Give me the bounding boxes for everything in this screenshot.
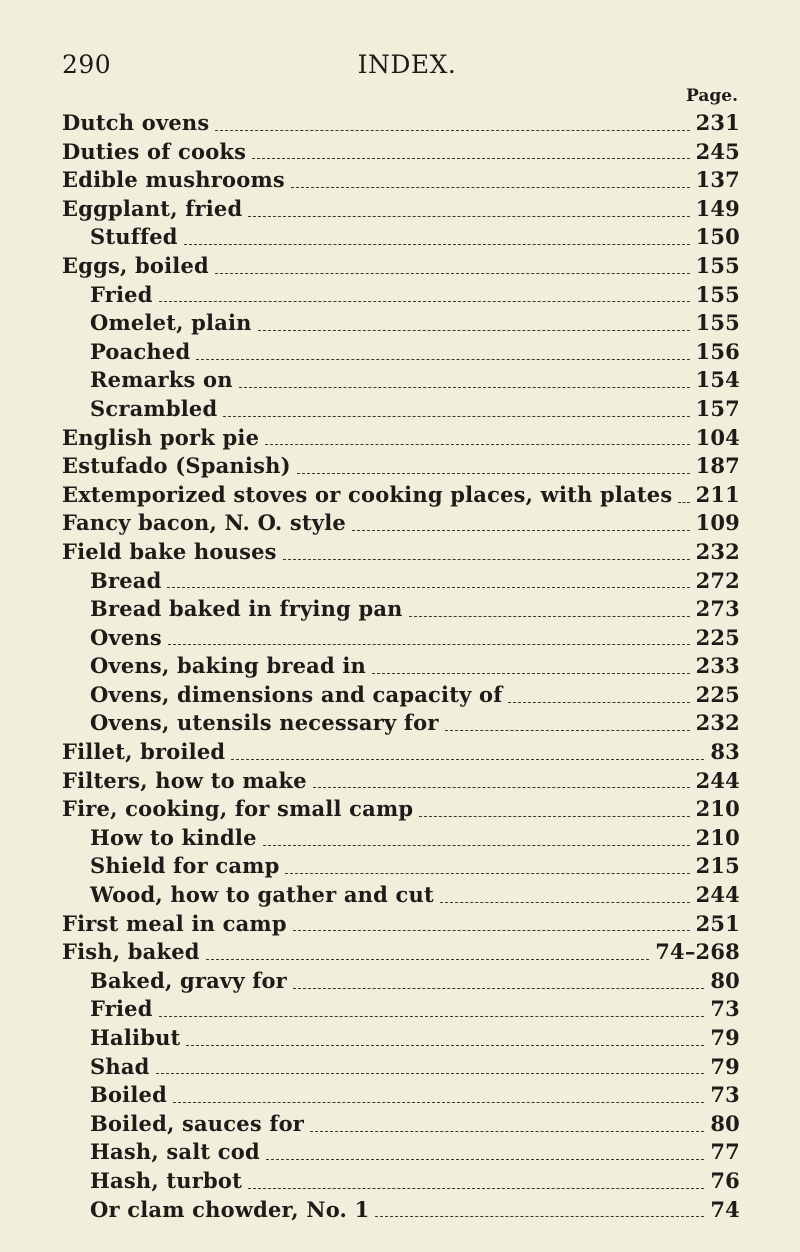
entry-page-number: 154 <box>695 367 740 393</box>
index-entry <box>62 425 740 454</box>
entry-page-number: 155 <box>695 281 740 307</box>
index-subentry <box>62 968 740 997</box>
entry-page-number: 149 <box>695 195 740 221</box>
entry-label: Boiled <box>90 1082 167 1108</box>
running-header <box>62 50 752 84</box>
entry-label: Scrambled <box>90 395 218 421</box>
dot-leader <box>223 416 689 417</box>
index-entry <box>62 110 740 139</box>
dot-leader <box>173 1102 704 1103</box>
entry-label: Fillet, broiled <box>62 739 226 765</box>
dot-leader <box>291 187 690 188</box>
entry-label: Eggplant, fried <box>62 195 243 221</box>
entry-page-number: 74–268 <box>655 939 740 965</box>
index-subentry <box>62 339 740 368</box>
entry-page-number: 79 <box>710 1053 740 1079</box>
dot-leader <box>186 1045 704 1046</box>
index-subentry <box>62 396 740 425</box>
entry-label: Bread baked in frying pan <box>90 596 403 622</box>
index-subentry <box>62 568 740 597</box>
dot-leader <box>167 587 689 588</box>
index-subentry <box>62 1168 740 1197</box>
index-entry <box>62 939 740 968</box>
entry-label: Remarks on <box>90 367 233 393</box>
index-entry <box>62 768 740 797</box>
index-subentry <box>62 1054 740 1083</box>
entry-page-number: 137 <box>695 167 740 193</box>
entry-label: Stuffed <box>90 224 178 250</box>
index-entry <box>62 539 740 568</box>
entry-page-number: 76 <box>710 1167 740 1193</box>
page-number: 290 <box>62 50 112 79</box>
index-subentry <box>62 224 740 253</box>
entry-page-number: 150 <box>695 224 740 250</box>
entry-label: Fancy bacon, N. O. style <box>62 510 346 536</box>
entry-label: Hash, salt cod <box>90 1139 260 1165</box>
dot-leader <box>159 301 690 302</box>
index-list <box>62 110 740 1225</box>
entry-page-number: 74 <box>710 1196 740 1222</box>
index-entry <box>62 482 740 511</box>
index-subentry <box>62 367 740 396</box>
index-subentry <box>62 1139 740 1168</box>
entry-label: Field bake houses <box>62 538 277 564</box>
entry-page-number: 273 <box>695 596 740 622</box>
entry-label: Omelet, plain <box>90 310 252 336</box>
entry-label: Fish, baked <box>62 939 200 965</box>
entry-label: Eggs, boiled <box>62 252 209 278</box>
entry-label: Fire, cooking, for small camp <box>62 796 414 822</box>
dot-leader <box>184 244 690 245</box>
entry-label: Fried <box>90 996 153 1022</box>
index-entry <box>62 167 740 196</box>
entry-page-number: 232 <box>695 538 740 564</box>
dot-leader <box>159 1016 705 1017</box>
entry-page-number: 210 <box>695 796 740 822</box>
index-subentry <box>62 1025 740 1054</box>
entry-page-number: 80 <box>710 967 740 993</box>
entry-label: Baked, gravy for <box>90 967 287 993</box>
index-subentry <box>62 1111 740 1140</box>
entry-page-number: 73 <box>710 1082 740 1108</box>
entry-page-number: 109 <box>695 510 740 536</box>
entry-page-number: 244 <box>695 882 740 908</box>
dot-leader <box>419 816 689 817</box>
index-entry <box>62 796 740 825</box>
entry-label: Estufado (Spanish) <box>62 453 291 479</box>
dot-leader <box>215 273 690 274</box>
entry-page-number: 187 <box>695 453 740 479</box>
index-subentry <box>62 1197 740 1226</box>
index-subentry <box>62 996 740 1025</box>
index-subentry <box>62 282 740 311</box>
index-subentry <box>62 596 740 625</box>
entry-page-number: 156 <box>695 338 740 364</box>
entry-page-number: 77 <box>710 1139 740 1165</box>
entry-label: Shield for camp <box>90 853 280 879</box>
dot-leader <box>372 673 690 674</box>
index-entry <box>62 453 740 482</box>
dot-leader <box>248 1188 704 1189</box>
entry-label: Fried <box>90 281 153 307</box>
entry-label: First meal in camp <box>62 910 287 936</box>
page-title: INDEX. <box>357 50 457 79</box>
entry-page-number: 215 <box>695 853 740 879</box>
dot-leader <box>156 1073 705 1074</box>
entry-page-number: 232 <box>695 710 740 736</box>
entry-page-number: 211 <box>695 481 740 507</box>
entry-page-number: 79 <box>710 1025 740 1050</box>
dot-leader <box>313 787 690 788</box>
entry-page-number: 231 <box>695 110 740 135</box>
entry-page-number: 244 <box>695 767 740 793</box>
entry-page-number: 104 <box>695 424 740 450</box>
entry-page-number: 157 <box>695 395 740 421</box>
entry-page-number: 80 <box>710 1110 740 1136</box>
entry-label: Poached <box>90 338 191 364</box>
dot-leader <box>266 1159 705 1160</box>
entry-page-number: 251 <box>695 910 740 936</box>
entry-page-number: 233 <box>695 653 740 679</box>
entry-label: Ovens <box>90 624 162 650</box>
entry-page-number: 245 <box>695 138 740 164</box>
entry-page-number: 155 <box>695 310 740 336</box>
entry-label: Or clam chowder, No. 1 <box>90 1196 370 1222</box>
dot-leader <box>285 873 689 874</box>
entry-page-number: 73 <box>710 996 740 1022</box>
index-subentry <box>62 853 740 882</box>
dot-leader <box>283 559 690 560</box>
dot-leader <box>375 1216 704 1217</box>
dot-leader <box>409 616 690 617</box>
dot-leader <box>206 959 650 960</box>
index-subentry <box>62 625 740 654</box>
index-subentry <box>62 1082 740 1111</box>
dot-leader <box>293 930 690 931</box>
entry-label: English pork pie <box>62 424 260 450</box>
page-column-heading: Page. <box>686 86 738 106</box>
entry-label: Extemporized stoves or cooking places, with plates <box>62 481 673 507</box>
entry-label: Dutch ovens <box>62 110 210 135</box>
dot-leader <box>196 359 689 360</box>
entry-label: How to kindle <box>90 824 257 850</box>
dot-leader <box>215 130 689 131</box>
entry-page-number: 83 <box>710 739 740 765</box>
entry-label: Shad <box>90 1053 150 1079</box>
dot-leader <box>440 902 690 903</box>
entry-page-number: 210 <box>695 824 740 850</box>
index-subentry <box>62 710 740 739</box>
index-entry <box>62 196 740 225</box>
dot-leader <box>263 845 690 846</box>
entry-page-number: 225 <box>695 624 740 650</box>
dot-leader <box>445 730 690 731</box>
dot-leader <box>297 473 690 474</box>
entry-page-number: 155 <box>695 252 740 278</box>
dot-leader <box>248 216 689 217</box>
entry-label: Boiled, sauces for <box>90 1110 305 1136</box>
dot-leader <box>293 988 704 989</box>
index-subentry <box>62 682 740 711</box>
entry-label: Filters, how to make <box>62 767 307 793</box>
dot-leader <box>252 158 689 159</box>
dot-leader <box>265 444 689 445</box>
dot-leader <box>168 644 690 645</box>
index-subentry <box>62 653 740 682</box>
dot-leader <box>258 330 690 331</box>
index-entry <box>62 739 740 768</box>
dot-leader <box>678 502 689 503</box>
index-subentry <box>62 882 740 911</box>
entry-page-number: 272 <box>695 567 740 593</box>
index-entry <box>62 510 740 539</box>
dot-leader <box>310 1131 704 1132</box>
index-subentry <box>62 825 740 854</box>
index-entry <box>62 139 740 168</box>
dot-leader <box>231 759 704 760</box>
entry-page-number: 225 <box>695 681 740 707</box>
entry-label: Hash, turbot <box>90 1167 242 1193</box>
entry-label: Ovens, dimensions and capacity of <box>90 681 503 707</box>
entry-label: Edible mushrooms <box>62 167 285 193</box>
entry-label: Halibut <box>90 1025 181 1050</box>
dot-leader <box>352 530 690 531</box>
index-subentry <box>62 310 740 339</box>
dot-leader <box>508 702 689 703</box>
entry-label: Wood, how to gather and cut <box>90 882 434 908</box>
entry-label: Ovens, baking bread in <box>90 653 367 679</box>
index-entry <box>62 253 740 282</box>
index-entry <box>62 911 740 940</box>
entry-label: Bread <box>90 567 162 593</box>
entry-label: Ovens, utensils necessary for <box>90 710 439 736</box>
entry-label: Duties of cooks <box>62 138 247 164</box>
dot-leader <box>239 387 690 388</box>
